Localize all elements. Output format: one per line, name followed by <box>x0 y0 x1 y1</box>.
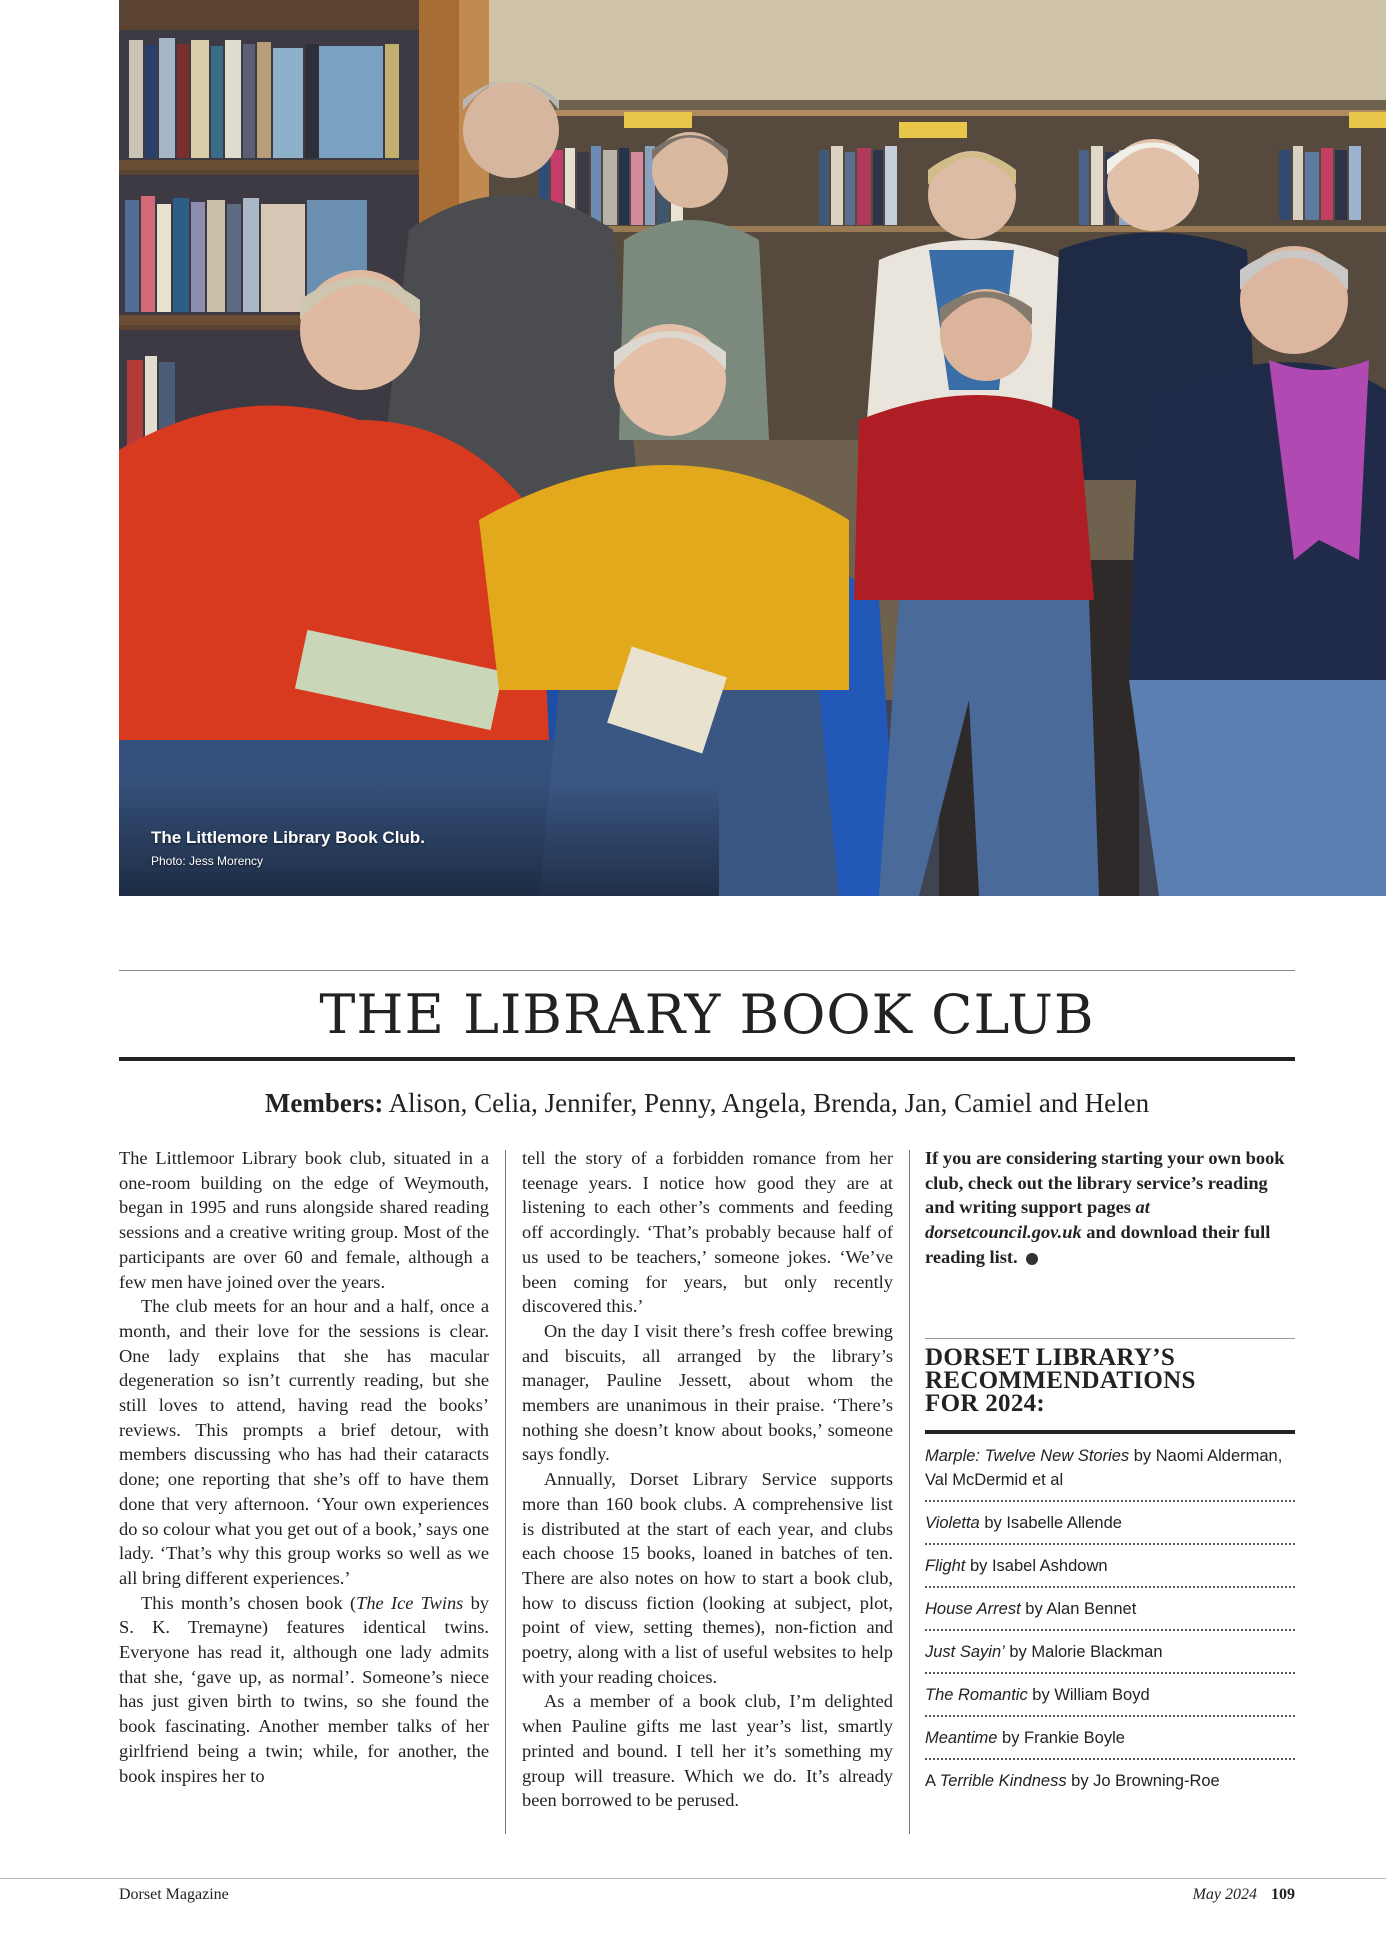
promo-link[interactable]: at dorsetcouncil.gov.uk <box>925 1197 1150 1243</box>
list-item <box>925 1511 1295 1545</box>
end-bullet-icon <box>1026 1253 1038 1265</box>
book-author: by Frankie Boyle <box>997 1729 1125 1747</box>
book-title: Violetta <box>925 1514 980 1532</box>
book-author: by Jo Browning-Roe <box>1066 1772 1220 1790</box>
list-item <box>925 1683 1295 1717</box>
list-item <box>925 1597 1295 1631</box>
book-title: Terrible Kindness <box>939 1772 1067 1790</box>
book-title: Marple: Twelve New Stories <box>925 1447 1130 1465</box>
paragraph <box>119 1591 489 1789</box>
promo-text <box>925 1146 1295 1270</box>
book-title: House Arrest <box>925 1600 1021 1618</box>
recommendations-top-rule <box>925 1338 1295 1339</box>
members-label: Members: <box>264 1088 384 1118</box>
book-club-photo-illustration <box>119 0 1386 896</box>
book-title: The Romantic <box>925 1686 1028 1704</box>
paragraph: tell the story of a forbidden romance from her teenage years. I notice how good they are at listening to each other’s comments and feeding off accordingly. ‘That’s probably because half of us used to be teachers,’ someone jokes. ‘We’ve been coming for years, but only recently discovered this.’ <box>522 1148 893 1317</box>
headline-top-rule <box>119 970 1295 971</box>
book-author: by Malorie Blackman <box>1004 1643 1163 1661</box>
photo-credit: Photo: Jess Morency <box>151 854 264 868</box>
members-names: Alison, Celia, Jennifer, Penny, Angela, Brenda, Jan, Camiel and Helen <box>388 1088 1150 1118</box>
article-headline: THE LIBRARY BOOK CLUB <box>319 983 1095 1046</box>
book-author: by Isabelle Allende <box>979 1514 1122 1532</box>
book-title: The Ice Twins <box>356 1592 464 1613</box>
book-title: Flight <box>925 1557 966 1575</box>
article-column-1 <box>119 1146 489 1788</box>
book-title: Meantime <box>925 1729 998 1747</box>
book-author: by Naomi Alderman, Val McDermid et al <box>925 1447 1283 1489</box>
list-item <box>925 1554 1295 1588</box>
book-title: Just Sayin’ <box>925 1643 1005 1661</box>
column-divider <box>909 1150 910 1834</box>
paragraph: As a member of a book club, I’m delighted when Pauline gifts me last year’s list, smartly printed and bound. I tell her it’s something my group will treasure. Which we do. It’s already been borrowed to be perused. <box>522 1691 893 1811</box>
list-item <box>925 1726 1295 1760</box>
title-line: RECOMMENDATIONS <box>925 1367 1196 1394</box>
paragraph: The Littlemoor Library book club, situated in a one-room building on the edge of Weymouth, began in 1995 and runs alongside shared reading sessions and a creative writing group. Most of the participants are over 60 and female, although a few men have joined over the years. <box>119 1148 489 1292</box>
cover-photo <box>119 0 1386 896</box>
sidebar-column <box>925 1146 1295 1270</box>
list-item <box>925 1640 1295 1674</box>
book-author: by Alan Bennet <box>1020 1600 1137 1618</box>
caption-title: The Littlemore Library Book Club. <box>151 828 425 847</box>
issue-date: May 2024 <box>1192 1886 1257 1903</box>
photo-caption <box>151 828 425 868</box>
footer-rule <box>0 1878 1386 1879</box>
text-run: and download their full reading list. <box>925 1222 1271 1267</box>
paragraph: The club meets for an hour and a half, once a month, and their love for the sessions is clear. One lady explains that she has macular degeneration so isn’t currently reading, but she still loves to attend, having read the books’ reviews. This prompts a brief detour, with members discussing who has had their cataracts done; one reporting that she’s off to have them done that very afternoon. ‘Your own experiences do so colour what you get out of a book,’ says one lady. ‘That’s why this group works so well as we all bring different experiences.’ <box>119 1296 489 1588</box>
book-author: by Isabel Ashdown <box>965 1557 1108 1575</box>
paragraph: On the day I visit there’s fresh coffee brewing and biscuits, all arranged by the library’s manager, Pauline Jessett, about whom the members are unanimous in their praise. ‘There’s nothing she doesn’t know about books,’ someone says fondly. <box>522 1320 893 1465</box>
text-run: This month’s chosen book ( <box>141 1592 357 1613</box>
title-line: FOR 2024: <box>925 1390 1046 1417</box>
page-number: 109 <box>1271 1886 1295 1903</box>
headline-bottom-rule <box>119 1057 1295 1061</box>
magazine-name: Dorset Magazine <box>119 1886 229 1903</box>
list-item <box>925 1769 1295 1801</box>
article-prefix: A <box>925 1772 940 1790</box>
column-divider <box>505 1150 506 1834</box>
article-column-2 <box>522 1146 893 1813</box>
recommendations-bottom-rule <box>925 1430 1295 1434</box>
title-line: DORSET LIBRARY’S <box>925 1344 1176 1371</box>
text-run: by S. K. Tremayne) features identical twins. Everyone has read it, although one lady admits that she, ‘gave up, as normal’. Someone’s niece has just given birth to twins, so she found the book fascinating. Another member talks of her girlfriend being a twin; while, for another, the book inspires her to <box>119 1592 489 1786</box>
recommendations-list <box>925 1444 1295 1810</box>
list-item <box>925 1444 1295 1502</box>
footer-issue-page <box>1193 1886 1295 1904</box>
book-author: by William Boyd <box>1027 1686 1150 1704</box>
text-run: If you are considering starting your own book club, check out the library service’s reading and writing support pages <box>925 1148 1285 1218</box>
paragraph: Annually, Dorset Library Service supports more than 160 book clubs. A comprehensive list is distributed at the start of each year, and clubs each choose 15 books, loaned in batches of ten. There are also notes on how to start a book club, how to discuss fiction (looking at subject, plot, point of view, setting themes), non-fiction and poetry, along with a list of useful websites to help with your reading choices. <box>522 1469 893 1687</box>
recommendations-title <box>925 1346 1295 1415</box>
members-line <box>119 1088 1295 1119</box>
